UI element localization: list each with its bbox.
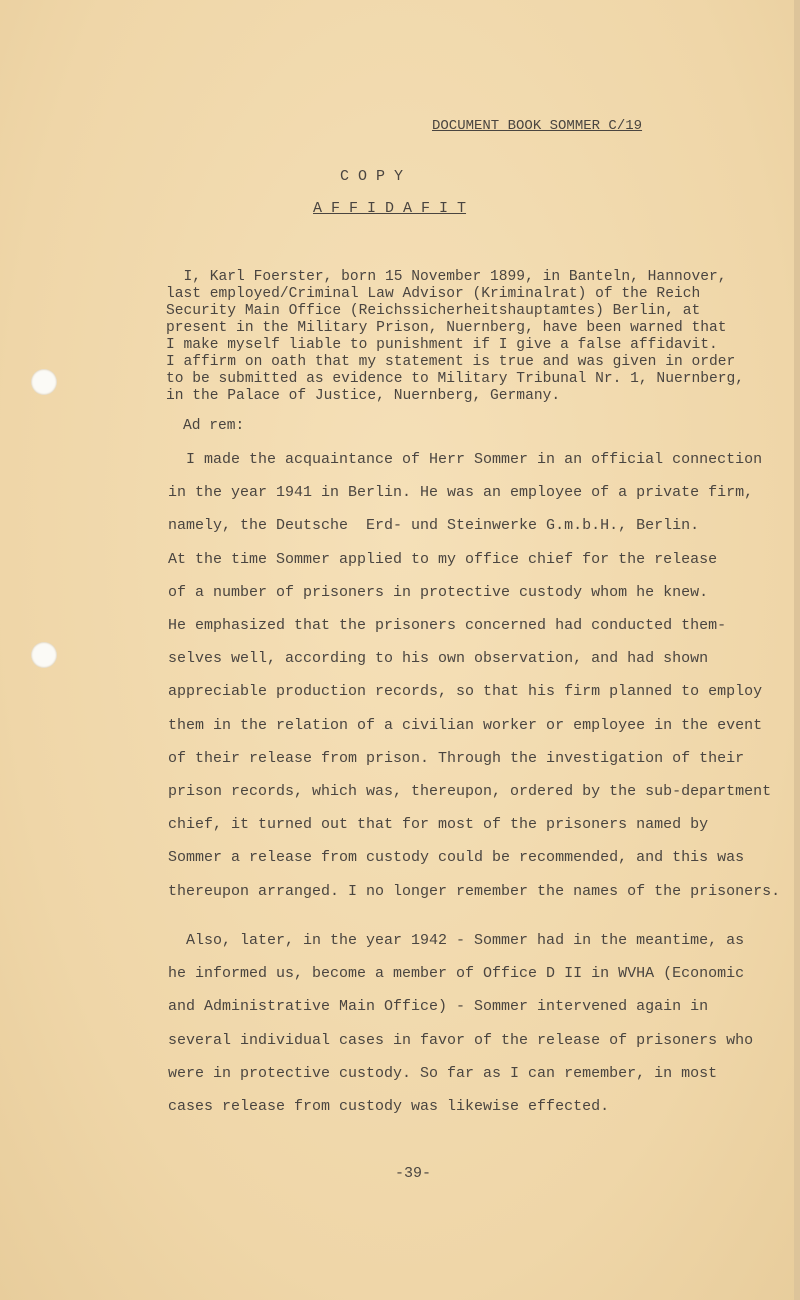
text-line: At the time Sommer applied to my office chief for the release xyxy=(168,550,718,568)
document-reference: DOCUMENT BOOK SOMMER C/19 xyxy=(432,118,643,134)
text-line: present in the Military Prison, Nuernberg, have been warned that xyxy=(166,320,727,336)
text-line: chief, it turned out that for most of the prisoners named by xyxy=(168,816,709,834)
text-line: thereupon arranged. I no longer remember the names of the prisoners. xyxy=(168,882,781,900)
text-line: them in the relation of a civilian worker or employee in the event xyxy=(168,716,763,734)
text-line: in the year 1941 in Berlin. He was an employee of a private firm, xyxy=(168,484,754,502)
text-line: Also, later, in the year 1942 - Sommer had in the meantime, as xyxy=(168,932,745,949)
text-line: of their release from prison. Through the investigation of their xyxy=(168,749,745,767)
text-line: and Administrative Main Office) - Sommer intervened again in xyxy=(168,998,709,1016)
text-line: appreciable production records, so that his firm planned to employ xyxy=(168,683,763,701)
copy-label: C O P Y xyxy=(340,168,404,185)
text-line: Security Main Office (Reichssicherheitshauptamtes) Berlin, at xyxy=(166,303,701,319)
text-line: cases release from custody was likewise effected. xyxy=(168,1098,610,1115)
text-line: I, Karl Foerster, born 15 November 1899, in Banteln, Hannover, xyxy=(166,269,727,285)
text-line: He emphasized that the prisoners concerned had conducted them- xyxy=(168,617,727,634)
punch-hole xyxy=(31,642,57,668)
text-line: selves well, according to his own observation, and had shown xyxy=(168,650,709,668)
text-line: namely, the Deutsche Erd- und Steinwerke G.m.b.H., Berlin. xyxy=(168,517,700,535)
text-line: in the Palace of Justice, Nuernberg, Germany. xyxy=(166,388,561,404)
page-number: -39- xyxy=(395,1165,432,1182)
text-line: several individual cases in favor of the release of prisoners who xyxy=(168,1031,754,1049)
text-line: he informed us, become a member of Office D II in WVHA (Economic xyxy=(168,965,745,983)
text-line: last employed/Criminal Law Advisor (Kriminalrat) of the Reich xyxy=(166,286,701,302)
punch-hole xyxy=(31,369,57,395)
text-line: to be submitted as evidence to Military Tribunal Nr. 1, Nuernberg, xyxy=(166,371,745,387)
document-title: A F F I D A F I T xyxy=(313,200,467,217)
text-line: Sommer a release from custody could be recommended, and this was xyxy=(168,849,745,867)
page-edge xyxy=(794,0,800,1300)
text-line: I make myself liable to punishment if I give a false affidavit. xyxy=(166,337,718,353)
text-line: I made the acquaintance of Herr Sommer in an official connection xyxy=(168,451,763,468)
text-line: I affirm on oath that my statement is true and was given in order xyxy=(166,354,736,370)
text-line: were in protective custody. So far as I can remember, in most xyxy=(168,1064,718,1082)
text-line: prison records, which was, thereupon, ordered by the sub-department xyxy=(168,783,772,800)
ad-rem-label: Ad rem: xyxy=(183,418,245,434)
text-line: of a number of prisoners in protective custody whom he knew. xyxy=(168,583,709,601)
